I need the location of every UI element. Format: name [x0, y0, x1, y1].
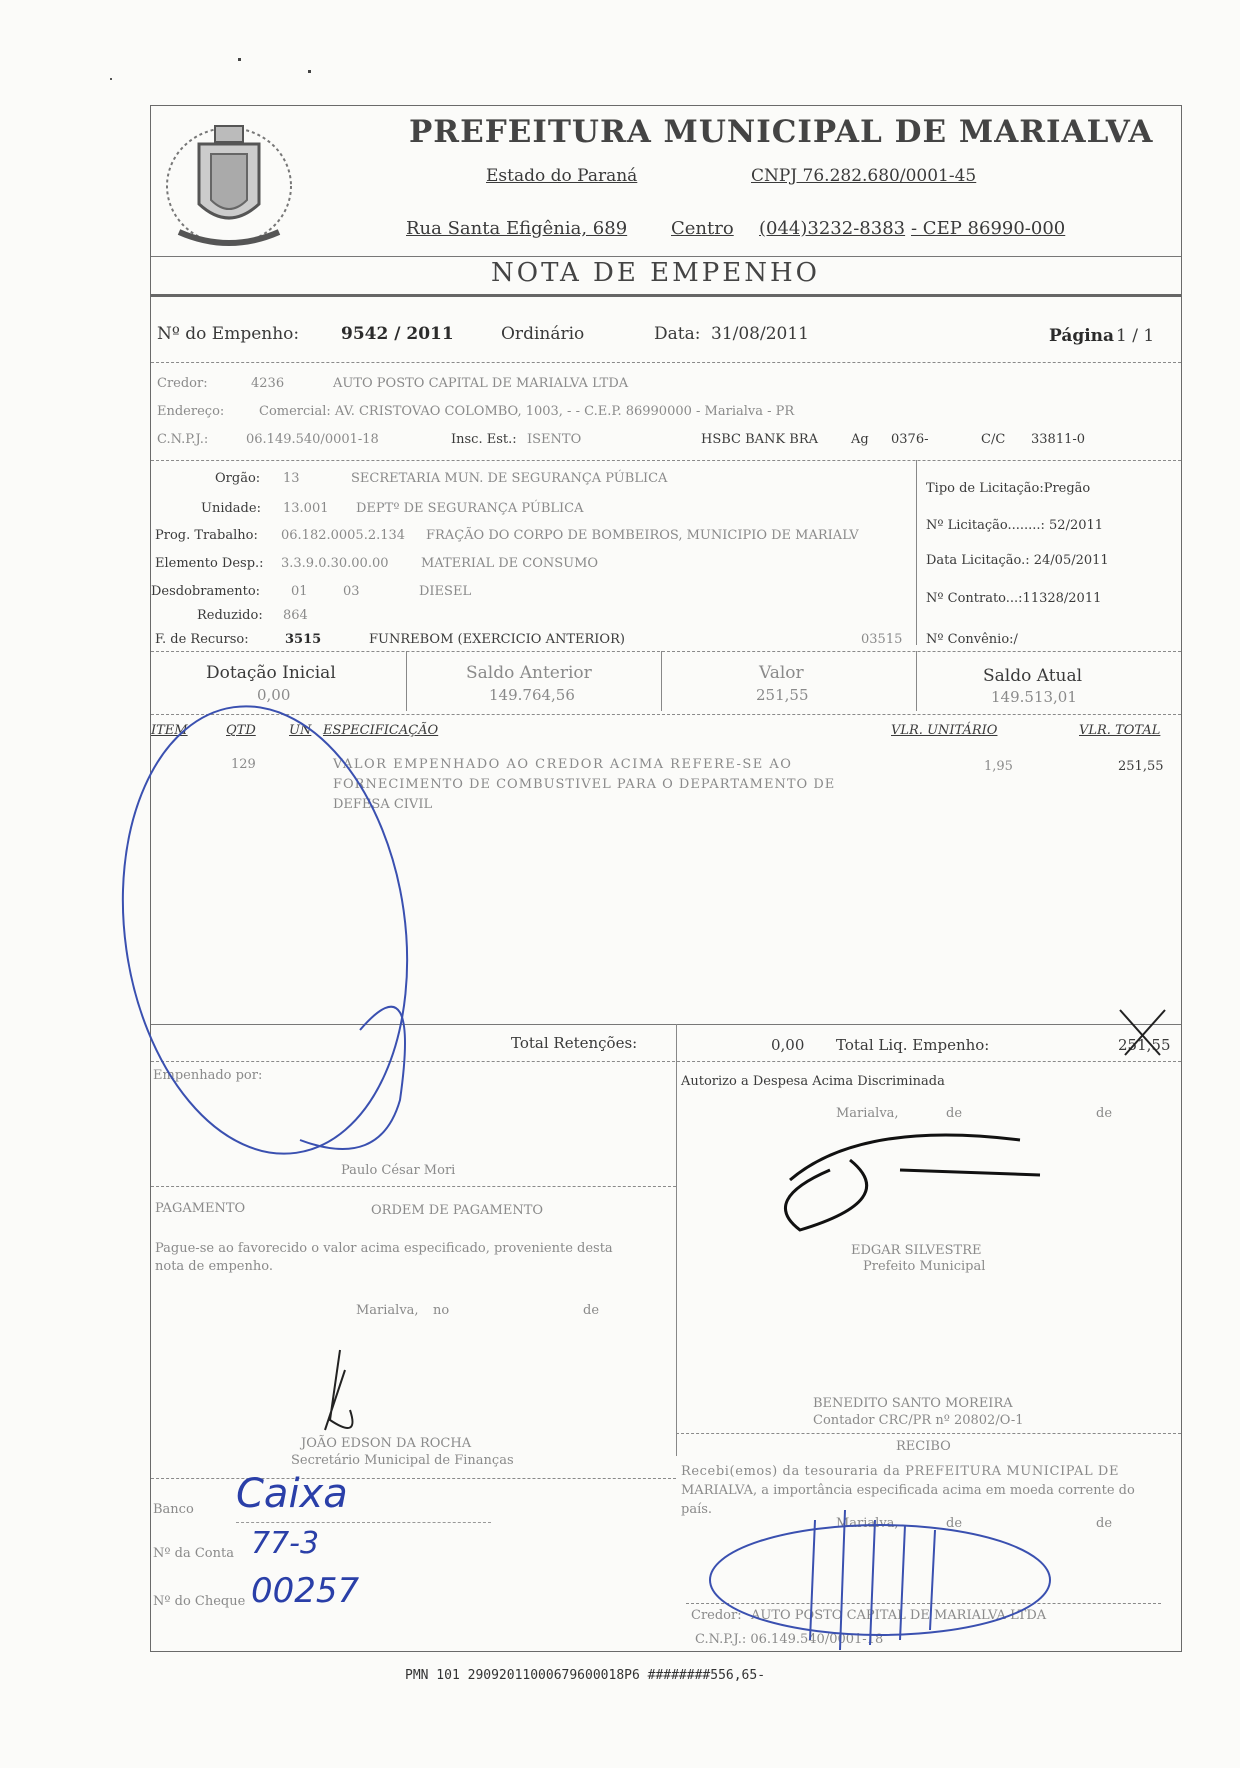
- prefeito-signature-icon: [785, 1135, 1040, 1230]
- ordem-de: de: [583, 1303, 600, 1318]
- secretario-cargo: Secretário Municipal de Finanças: [291, 1453, 514, 1468]
- recibo-credor-label: Credor:: [691, 1608, 742, 1623]
- pagamento-label: PAGAMENTO: [155, 1201, 246, 1216]
- bank-name: HSBC BANK BRA: [701, 432, 819, 447]
- prog-code: 06.182.0005.2.134: [281, 528, 406, 543]
- autorizo-de1: de: [946, 1106, 963, 1121]
- recibo-de1: de: [946, 1516, 963, 1531]
- autorizo-de2: de: [1096, 1106, 1113, 1121]
- agency-label: Ag: [851, 432, 869, 447]
- ie-label: Insc. Est.:: [451, 432, 517, 447]
- licitacao-numero: Nº Licitação........: 52/2011: [926, 518, 1104, 533]
- prefeito-cargo: Prefeito Municipal: [863, 1259, 986, 1274]
- recibo-credor-nome: AUTO POSTO CAPITAL DE MARIALVA LTDA: [751, 1608, 1047, 1623]
- recibo-label: RECIBO: [896, 1439, 951, 1454]
- col-item: ITEM: [151, 723, 188, 738]
- liq-label: Total Liq. Empenho:: [836, 1036, 990, 1054]
- item-total: 251,55: [1118, 759, 1164, 774]
- agency: 0376-: [891, 432, 929, 447]
- recibo-signature-oval: [710, 1525, 1050, 1635]
- empenho-number-label: Nº do Empenho:: [157, 324, 300, 344]
- phone: (044)3232-8383: [759, 218, 906, 239]
- footer-code: PMN 101 29092011000679600018P6 ########556,65-: [405, 1668, 766, 1683]
- licitacao-data: Data Licitação.: 24/05/2011: [926, 553, 1109, 568]
- ordem-text1: Pague-se ao favorecido o valor acima especificado, proveniente desta: [155, 1241, 613, 1256]
- cheque-label: Nº do Cheque: [153, 1594, 246, 1609]
- banco-label: Banco: [153, 1502, 194, 1517]
- col-vlr-total: VLR. TOTAL: [1079, 723, 1161, 738]
- date-label: Data:: [654, 324, 701, 344]
- cheque-value: 00257: [251, 1571, 360, 1611]
- orgao-label: Orgão:: [215, 471, 261, 486]
- saldo-anterior-label: Saldo Anterior: [466, 663, 592, 683]
- prefeito-nome: EDGAR SILVESTRE: [851, 1243, 982, 1258]
- recibo-signature-strokes: [810, 1510, 935, 1650]
- dotacao-label: Dotação Inicial: [206, 663, 336, 683]
- contrato: Nº Contrato...:11328/2011: [926, 591, 1102, 606]
- item-spec-line2: FORNECIMENTO DE COMBUSTIVEL PARA O DEPARTAMENTO DE: [333, 777, 836, 792]
- recurso-ref: 03515: [861, 632, 903, 647]
- page-label: Página: [1049, 326, 1115, 346]
- account: 33811-0: [1031, 432, 1086, 447]
- recibo-text3: país.: [681, 1502, 713, 1517]
- empenho-type: Ordinário: [501, 324, 585, 344]
- unidade-label: Unidade:: [201, 501, 261, 516]
- empenho-number: 9542 / 2011: [341, 324, 454, 344]
- autorizo-text: Autorizo a Despesa Acima Discriminada: [681, 1074, 945, 1089]
- saldo-anterior-value: 149.764,56: [489, 686, 575, 704]
- ink-stroke: [300, 1007, 405, 1149]
- elemento-name: MATERIAL DE CONSUMO: [421, 556, 599, 571]
- address-label: Endereço:: [157, 404, 225, 419]
- saldo-atual-label: Saldo Atual: [983, 666, 1083, 686]
- reduzido-label: Reduzido:: [197, 608, 263, 623]
- page-title: PREFEITURA MUNICIPAL DE MARIALVA: [409, 114, 1154, 150]
- cep: - CEP 86990-000: [911, 218, 1066, 239]
- item-qtd: 129: [231, 757, 256, 772]
- ordem-label: ORDEM DE PAGAMENTO: [371, 1203, 544, 1218]
- recibo-text1: Recebi(emos) da tesouraria da PREFEITURA MUNICIPAL DE: [681, 1464, 1120, 1479]
- empenhado-nome: Paulo César Mori: [341, 1163, 456, 1178]
- desdob-name: DIESEL: [419, 584, 472, 599]
- ordem-text2: nota de empenho.: [155, 1259, 273, 1274]
- ordem-city: Marialva,: [356, 1303, 419, 1318]
- secretario-signature-icon: [325, 1350, 353, 1430]
- col-vlr-unitario: VLR. UNITÁRIO: [891, 723, 998, 738]
- reduzido: 864: [283, 608, 308, 623]
- item-unit-price: 1,95: [984, 759, 1013, 774]
- ordem-no: no: [433, 1303, 450, 1318]
- cnpj-prefeitura: CNPJ 76.282.680/0001-45: [751, 166, 977, 186]
- banco-value: Caixa: [236, 1471, 348, 1517]
- credor-name: AUTO POSTO CAPITAL DE MARIALVA LTDA: [333, 376, 629, 391]
- contador-cargo: Contador CRC/PR nº 20802/O-1: [813, 1413, 1024, 1428]
- orgao-code: 13: [283, 471, 300, 486]
- district: Centro: [671, 218, 734, 239]
- ink-oval-signature: [95, 688, 435, 1173]
- unidade-code: 13.001: [283, 501, 329, 516]
- retencoes-value: 0,00: [771, 1036, 805, 1054]
- autorizo-city: Marialva,: [836, 1106, 899, 1121]
- recibo-text2: MARIALVA, a importância especificada acima em moeda corrente do: [681, 1483, 1135, 1498]
- account-label: C/C: [981, 432, 1006, 447]
- secretario-nome: JOÃO EDSON DA ROCHA: [301, 1436, 472, 1451]
- prog-name: FRAÇÃO DO CORPO DE BOMBEIROS, MUNICIPIO DE MARIALV: [426, 528, 859, 543]
- doc-title: NOTA DE EMPENHO: [491, 258, 820, 288]
- item-spec-line3: DEFESA CIVIL: [333, 797, 433, 812]
- street-address: Rua Santa Efigênia, 689: [406, 218, 628, 239]
- elemento-code: 3.3.9.0.30.00.00: [281, 556, 389, 571]
- retencoes-label: Total Retenções:: [511, 1034, 638, 1052]
- licitacao-tipo: Tipo de Licitação:Pregão: [926, 481, 1091, 496]
- credor-cnpj: 06.149.540/0001-18: [246, 432, 379, 447]
- recibo-credor-cnpj: C.N.P.J.: 06.149.540/0001-18: [695, 1632, 884, 1647]
- col-un: UN: [289, 723, 312, 738]
- convenio: Nº Convênio:/: [926, 632, 1018, 647]
- valor-value: 251,55: [756, 686, 809, 704]
- recibo-city: Marialva,: [836, 1516, 899, 1531]
- recurso-code: 3515: [285, 632, 322, 647]
- liq-value: 251,55: [1118, 1036, 1171, 1054]
- recurso-name: FUNREBOM (EXERCICIO ANTERIOR): [369, 632, 625, 647]
- empenhado-por-label: Empenhado por:: [153, 1068, 263, 1083]
- credor-address: Comercial: AV. CRISTOVAO COLOMBO, 1003, - - C.E.P. 86990000 - Marialva - PR: [259, 404, 795, 419]
- check-mark-icon: [1120, 1010, 1165, 1055]
- credor-ie: ISENTO: [527, 432, 582, 447]
- prog-label: Prog. Trabalho:: [155, 528, 258, 543]
- valor-label: Valor: [759, 663, 804, 683]
- cnpj-label: C.N.P.J.:: [157, 432, 209, 447]
- elemento-label: Elemento Desp.:: [155, 556, 264, 571]
- dotacao-value: 0,00: [257, 686, 291, 704]
- desdob-sub: 03: [343, 584, 360, 599]
- recibo-de2: de: [1096, 1516, 1113, 1531]
- col-especificacao: ESPECIFICAÇÃO: [323, 723, 439, 738]
- col-qtd: QTD: [226, 723, 256, 738]
- empenho-date: 31/08/2011: [711, 324, 809, 344]
- conta-value: 77-3: [251, 1526, 320, 1561]
- saldo-atual-value: 149.513,01: [991, 688, 1077, 706]
- recurso-label: F. de Recurso:: [155, 632, 249, 647]
- credor-code: 4236: [251, 376, 285, 391]
- orgao-name: SECRETARIA MUN. DE SEGURANÇA PÚBLICA: [351, 471, 668, 486]
- unidade-name: DEPTº DE SEGURANÇA PÚBLICA: [356, 501, 584, 516]
- page-number: 1 / 1: [1116, 326, 1155, 346]
- item-spec-line1: VALOR EMPENHADO AO CREDOR ACIMA REFERE-SE AO: [333, 757, 793, 772]
- credor-label: Credor:: [157, 376, 208, 391]
- contador-nome: BENEDITO SANTO MOREIRA: [813, 1396, 1013, 1411]
- desdob-label: Desdobramento:: [151, 584, 261, 599]
- state-label: Estado do Paraná: [486, 166, 638, 186]
- desdob-code: 01: [291, 584, 308, 599]
- conta-label: Nº da Conta: [153, 1546, 234, 1561]
